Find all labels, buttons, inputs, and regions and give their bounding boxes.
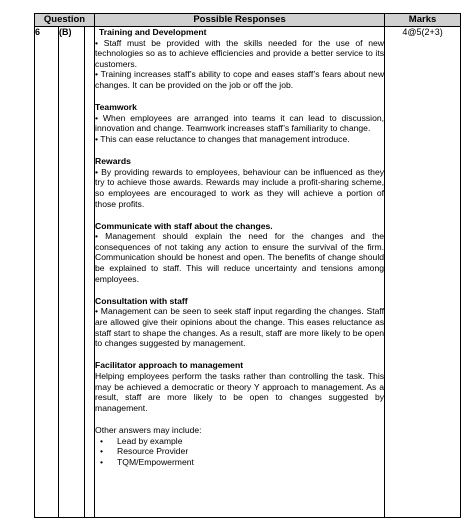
section-title: Communicate with staff about the changes. <box>95 220 273 231</box>
section-paragraph: • Management can be seen to seek staff input regarding the changes. Staff are allowed give their opinions about the change. This eases reluctance as staff start to shape the changes. As a result, staff are more likely to be open to changes suggested by management. <box>95 306 385 349</box>
section-title: Teamwork <box>95 102 137 113</box>
section-paragraph: • Training increases staff’s ability to cope and eases staff’s fears about new changes. It can be provided on the job or off the job. <box>95 69 385 90</box>
question-part: (B) <box>59 27 85 518</box>
list-item: • Lead by example <box>95 436 384 447</box>
section-title: Training and Development <box>99 27 207 37</box>
section-paragraph: • By providing rewards to employees, behaviour can be influenced as they try to achieve those awards. Rewards may include a profit-sharing scheme, so employees are encouraged to work as they will achieve a portion of those profits. <box>95 166 385 209</box>
other-answers-intro: Other answers may include: <box>95 424 202 435</box>
marks-header: Marks <box>385 14 461 27</box>
question-header: Question <box>35 14 95 27</box>
question-row <box>35 27 461 518</box>
list-item: • TQM/Empowerment <box>95 457 384 468</box>
marking-scheme-table <box>34 13 461 518</box>
section-training <box>95 27 384 91</box>
section-facilitator <box>95 360 384 413</box>
list-item: • Resource Provider <box>95 446 384 457</box>
other-answers <box>95 425 384 467</box>
other-answers-list <box>95 436 384 468</box>
section-teamwork <box>95 102 384 144</box>
section-consultation <box>95 296 384 349</box>
marks-value: 4@5(2+3) <box>385 27 461 518</box>
section-paragraph: • When employees are arranged into teams it can lead to discussion, innovation and change. Teamwork increases staff’s familiarity to change. <box>95 112 385 134</box>
section-title: Consultation with staff <box>95 295 188 306</box>
section-paragraph: • This can ease reluctance to changes that management introduce. <box>95 133 350 144</box>
header-row <box>35 14 461 27</box>
section-paragraph: Helping employees perform the tasks rather than controlling the task. This may be achieved a democratic or theory Y approach to management. As a result, staff are more likely to be open to changes suggested by management. <box>95 371 385 413</box>
responses-header: Possible Responses <box>95 14 385 27</box>
section-title: Rewards <box>95 156 131 167</box>
section-rewards <box>95 156 384 209</box>
responses-cell <box>95 27 385 518</box>
question-number: 6 <box>35 27 59 518</box>
section-paragraph: • Management should explain the need for the changes and the consequences of not taking any action to ensure the survival of the firm. Communication should be honest and open. The benefits of change should be explained to staff. This will reduce uncertainty and tensions among employees. <box>95 231 385 284</box>
spacer-column <box>85 27 95 518</box>
section-paragraph: • Staff must be provided with the skills needed for the use of new technologies so as to achieve efficiencies and provide a better service to its customers. <box>95 37 385 69</box>
section-communicate <box>95 221 384 285</box>
section-title: Facilitator approach to management <box>95 360 244 371</box>
